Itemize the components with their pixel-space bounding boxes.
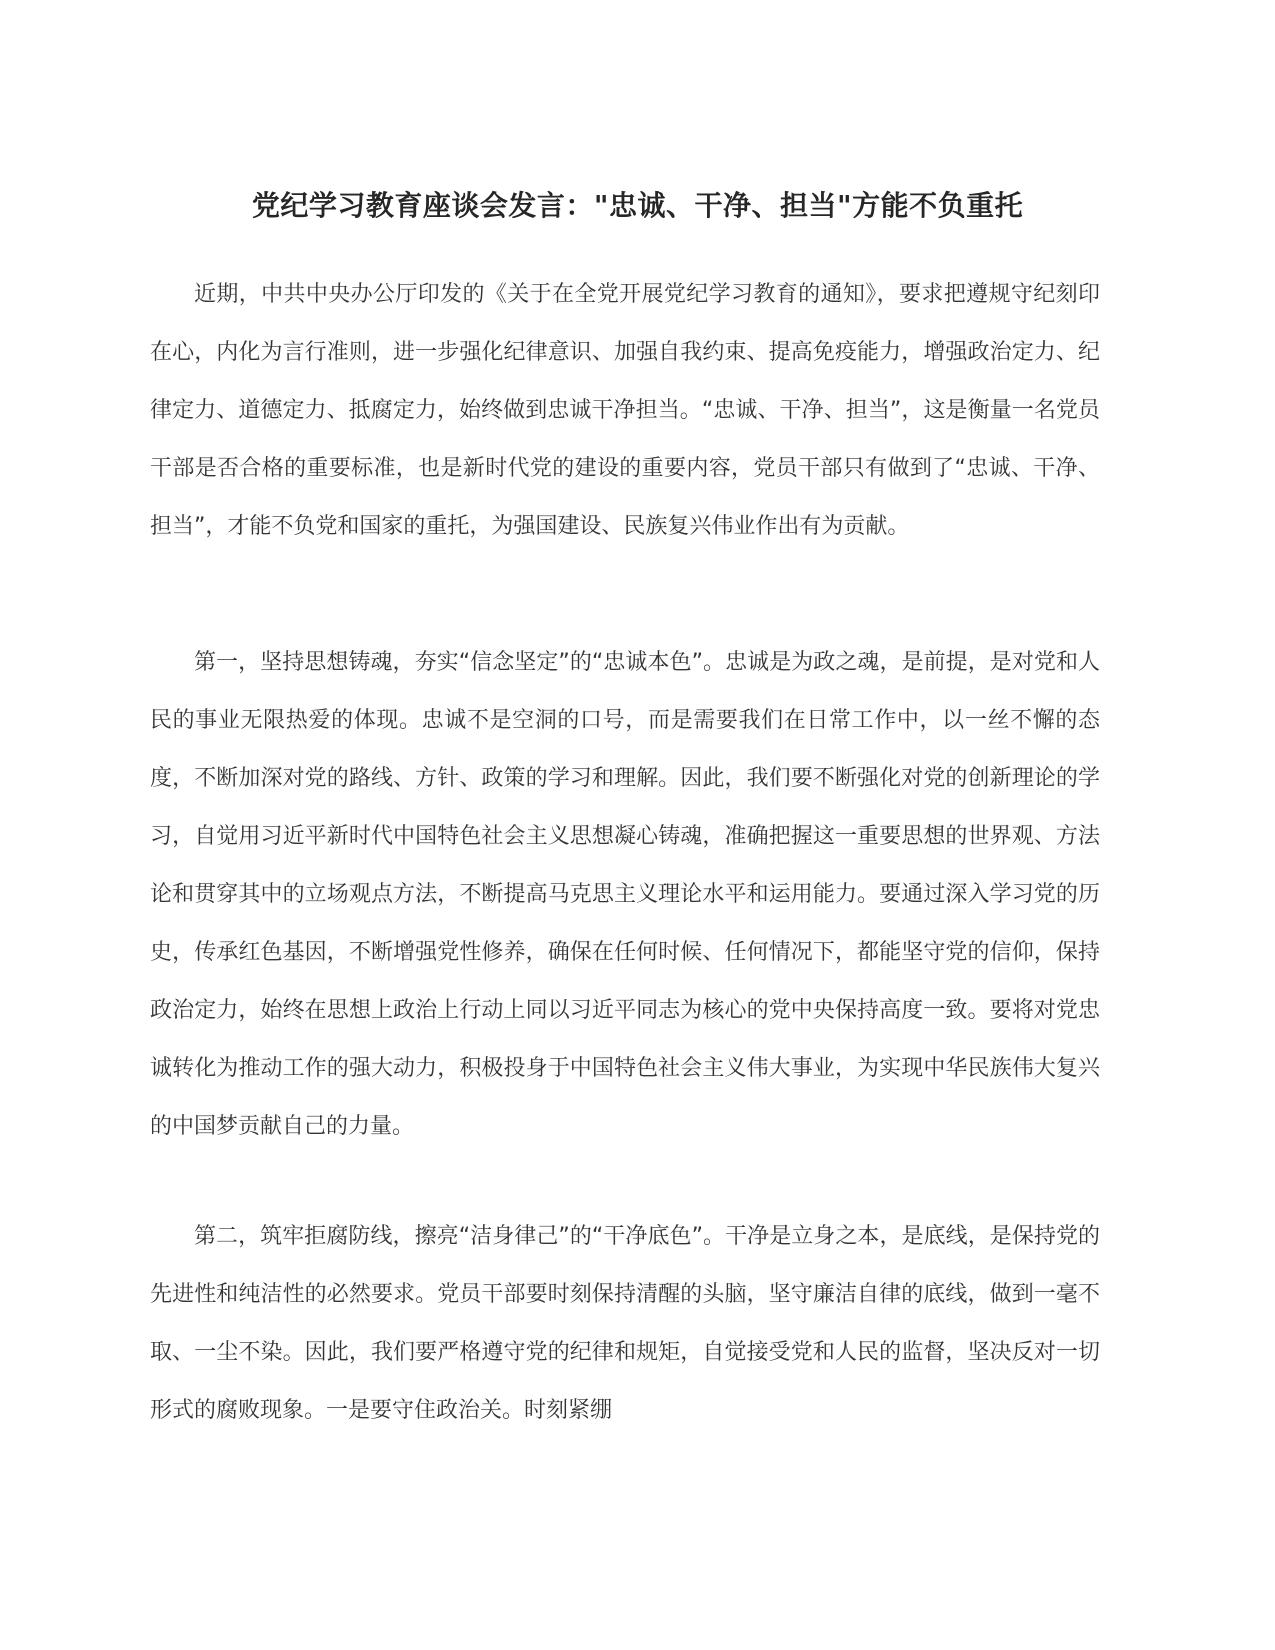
paragraph-integrity: 第二，筑牢拒腐防线，擦亮“洁身律己”的“干净底色”。干净是立身之本，是底线，是保持党的先进性和纯洁性的必然要求。党员干部要时刻保持清醒的头脑，坚守廉洁自律的底线，做到一毫不取、一尘不染。因此，我们要严格遵守党的纪律和规矩，自觉接受党和人民的监督，坚决反对一切形式的腐败现象。一是要守住政治关。时刻紧绷 <box>150 1224 1100 1423</box>
paragraph-loyalty: 第一，坚持思想铸魂，夯实“信念坚定”的“忠诚本色”。忠诚是为政之魂，是前提，是对党和人民的事业无限热爱的体现。忠诚不是空洞的口号，而是需要我们在日常工作中，以一丝不懈的态度，不断加深对党的路线、方针、政策的学习和理解。因此，我们要不断强化对党的创新理论的学习，自觉用习近平新时代中国特色社会主义思想凝心铸魂，准确把握这一重要思想的世界观、方法论和贯穿其中的立场观点方法，不断提高马克思主义理论水平和运用能力。要通过深入学习党的历史，传承红色基因，不断增强党性修养，确保在任何时候、任何情况下，都能坚守党的信仰，保持政治定力，始终在思想上政治上行动上同以习近平同志为核心的党中央保持高度一致。要将对党忠诚转化为推动工作的强大动力，积极投身于中国特色社会主义伟大事业，为实现中华民族伟大复兴的中国梦贡献自己的力量。 <box>150 650 1100 1139</box>
paragraph-intro: 近期，中共中央办公厅印发的《关于在全党开展党纪学习教育的通知》，要求把遵规守纪刻印在心，内化为言行准则，进一步强化纪律意识、加强自我约束、提高免疫能力，增强政治定力、纪律定力、道德定力、抵腐定力，始终做到忠诚干净担当。“忠诚、干净、担当”，这是衡量一名党员干部是否合格的重要标准，也是新时代党的建设的重要内容，党员干部只有做到了“忠诚、干净、担当”，才能不负党和国家的重托，为强国建设、民族复兴伟业作出有为贡献。 <box>150 282 1100 539</box>
document-title: 党纪学习教育座谈会发言："忠诚、干净、担当"方能不负重托 <box>251 189 1024 222</box>
